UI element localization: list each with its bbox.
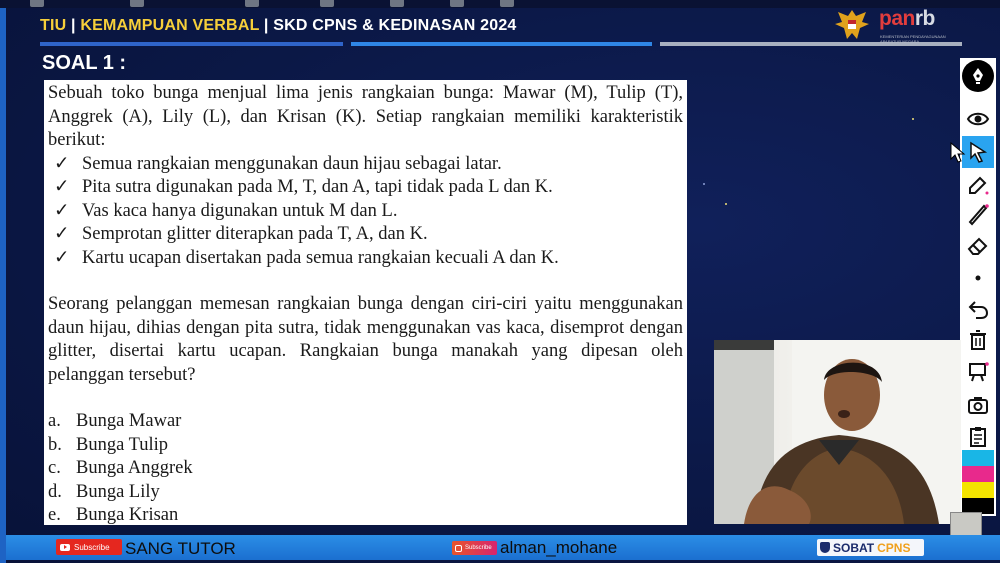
pointer-icon[interactable] — [962, 136, 994, 168]
clipboard-icon[interactable] — [962, 420, 994, 452]
answer-option-b[interactable]: b. Bunga Tulip — [48, 434, 169, 455]
question-body: Seorang pelanggan memesan rangkaian bunga dengan ciri-ciri yaitu menggunakan daun hijau, dihias dengan pita sutra, tidak menggunakan vas kaca, disemprot dengan glitter, disertai kartu ucapan. Rangkaian bunga manakah yang dipesan oleh pelanggan tersebut? — [48, 294, 683, 385]
presenter-webcam — [714, 340, 961, 524]
panrb-logo — [833, 6, 963, 44]
follow-label: Subscribe — [465, 545, 492, 551]
undo-icon[interactable] — [962, 293, 994, 325]
star-dot — [912, 118, 914, 120]
trash-icon[interactable] — [962, 324, 994, 356]
header-underline-2 — [351, 42, 652, 46]
panrb-wordmark: panrb — [879, 7, 935, 30]
subscribe-label: Subscribe — [74, 542, 110, 552]
eye-icon[interactable] — [962, 103, 994, 135]
checkmark-icon: ✓ — [54, 200, 70, 221]
color-swatch-magenta[interactable] — [962, 466, 994, 482]
characteristics-list — [48, 153, 683, 271]
header-topic: KEMAMPUAN VERBAL — [80, 17, 260, 34]
list-item: ✓ Vas kaca hanya digunakan untuk M dan L. — [48, 200, 683, 224]
list-item: ✓ Semprotan glitter diterapkan pada T, A, dan K. — [48, 223, 683, 247]
highlighter-icon[interactable] — [962, 168, 994, 200]
checkmark-icon: ✓ — [54, 153, 70, 174]
question-card — [44, 80, 687, 525]
shield-icon — [820, 542, 830, 553]
header-underline-1 — [40, 42, 343, 46]
color-palette — [962, 450, 994, 514]
panrb-tagline: KEMENTERIAN PENDAYAGUNAAN APARATUR NEGARA — [880, 34, 946, 44]
channel-name: SANG TUTOR — [125, 539, 236, 558]
header-program: SKD CPNS & KEDINASAN 2024 — [273, 17, 517, 34]
answer-option-a[interactable]: a. Bunga Mawar — [48, 411, 182, 431]
list-item: ✓ Kartu ucapan disertakan pada semua rangkaian kecuali A dan K. — [48, 247, 683, 271]
eraser-icon[interactable] — [962, 230, 994, 262]
list-item: ✓ Pita sutra digunakan pada M, T, dan A, tapi tidak pada L dan K. — [48, 176, 683, 200]
dot-icon[interactable] — [962, 262, 994, 294]
presentation-icon[interactable] — [962, 356, 994, 388]
question-intro: Sebuah toko bunga menjual lima jenis rangkaian bunga: Mawar (M), Tulip (T), Anggrek (A), Lily (L), dan Krisan (K). Setiap rangkaian memiliki karakteristik berikut: — [48, 83, 683, 150]
color-swatch-yellow[interactable] — [962, 482, 994, 498]
star-dot — [725, 203, 727, 205]
list-item: ✓ Semua rangkaian menggunakan daun hijau sebagai latar. — [48, 153, 683, 177]
answer-option-d[interactable]: d. Bunga Lily — [48, 481, 160, 502]
question-number: SOAL 1 : — [42, 52, 127, 74]
mouse-cursor-icon — [950, 142, 966, 164]
youtube-play-icon — [60, 544, 70, 551]
header-section: TIU — [40, 17, 67, 34]
youtube-subscribe-badge[interactable] — [56, 539, 122, 555]
garuda-emblem-icon — [833, 6, 871, 44]
star-dot — [703, 183, 705, 185]
answer-options — [48, 410, 683, 528]
checkmark-icon: ✓ — [54, 177, 70, 197]
sobatcpns-logo: SOBAT CPNS — [817, 539, 924, 556]
instagram-badge[interactable] — [452, 541, 497, 555]
instagram-icon — [455, 545, 462, 552]
color-swatch-cyan[interactable] — [962, 450, 994, 466]
camera-icon[interactable] — [962, 389, 994, 421]
answer-option-e[interactable]: e. Bunga Krisan — [48, 505, 179, 525]
instagram-handle: alman_mohane — [500, 538, 618, 557]
header-separator: | — [66, 17, 81, 34]
answer-option-c[interactable]: c. Bunga Anggrek — [48, 458, 193, 478]
presenter-figure — [714, 340, 961, 524]
left-edge-stripe — [0, 0, 6, 563]
checkmark-icon: ✓ — [54, 224, 70, 244]
pen-nib-icon[interactable] — [962, 60, 994, 92]
header-title — [40, 17, 517, 39]
pencil-icon[interactable] — [962, 198, 994, 230]
header-separator: | — [259, 17, 274, 34]
checkmark-icon: ✓ — [54, 247, 70, 268]
